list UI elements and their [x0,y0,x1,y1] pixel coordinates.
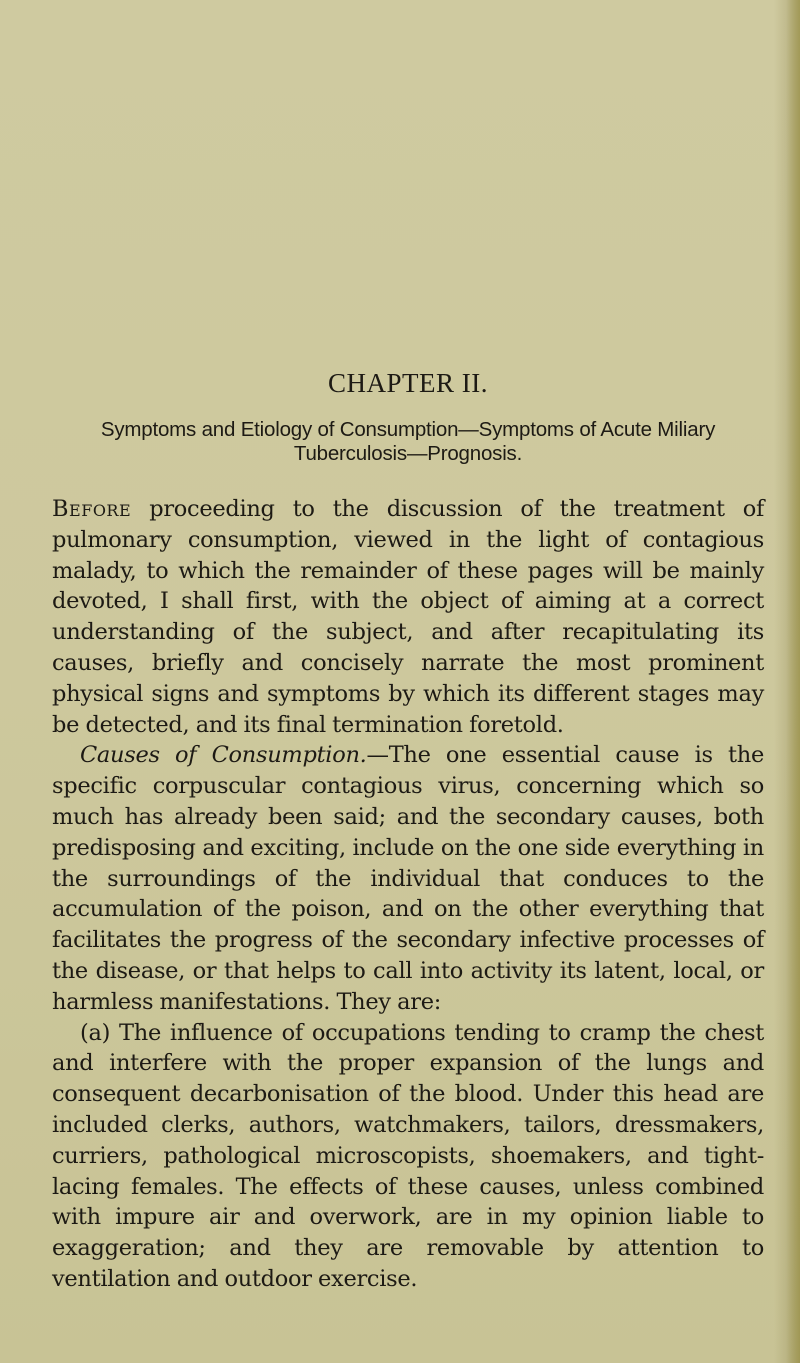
page-edge-shadow [786,0,800,1363]
chapter-subtitle: Symptoms and Etiology of Consumption—Symptoms of Acute Miliary Tuberculosis—Prognosis. [100,418,716,465]
list-marker: (a) [80,1019,111,1046]
paragraph-introduction [52,494,764,740]
paragraph-occupations [52,1018,764,1295]
paragraph-text: —The one essential cause is the specific corpuscular contagious virus, concerning which so much has already been said; and the secondary causes, both predisposing and exciting, include on the one side everything in the surroundings of the individual that conduces to the accumulation of the poison, and on the other everything that facilitates the progress of the secondary infective processes of the disease, or that helps to call into activity its latent, local, or harmless manifestations. They are: [52,742,764,1015]
chapter-title: CHAPTER II. [328,368,488,398]
text-block [52,368,764,1295]
paragraph-text: The influence of occupations tending to cramp the chest and interfere with the proper expansion of the lungs and consequent decarbonisation of the blood. Under this head are included clerks, authors, watchmakers, tailors, dressmakers, curriers, pathological microscopists, shoemakers, and tight-lacing females. The effects of these causes, unless combined with impure air and overwork, are in my opinion liable to exaggeration; and they are removable by attention to ventilation and outdoor exercise. [52,1019,764,1292]
paragraph-text: proceeding to the discussion of the treatment of pulmonary consumption, viewed in the light of contagious malady, to which the remainder of these pages will be mainly devoted, I shall first, with the object of aiming at a correct understanding of the subject, and after recapitulating its causes, briefly and concisely narrate the most prominent physical signs and symptoms by which its different stages may be detected, and its final termination foretold. [52,496,764,738]
paragraph-causes [52,740,764,1017]
section-heading: Causes of Consumption. [80,742,367,769]
paragraph-lead: Before [52,496,132,522]
